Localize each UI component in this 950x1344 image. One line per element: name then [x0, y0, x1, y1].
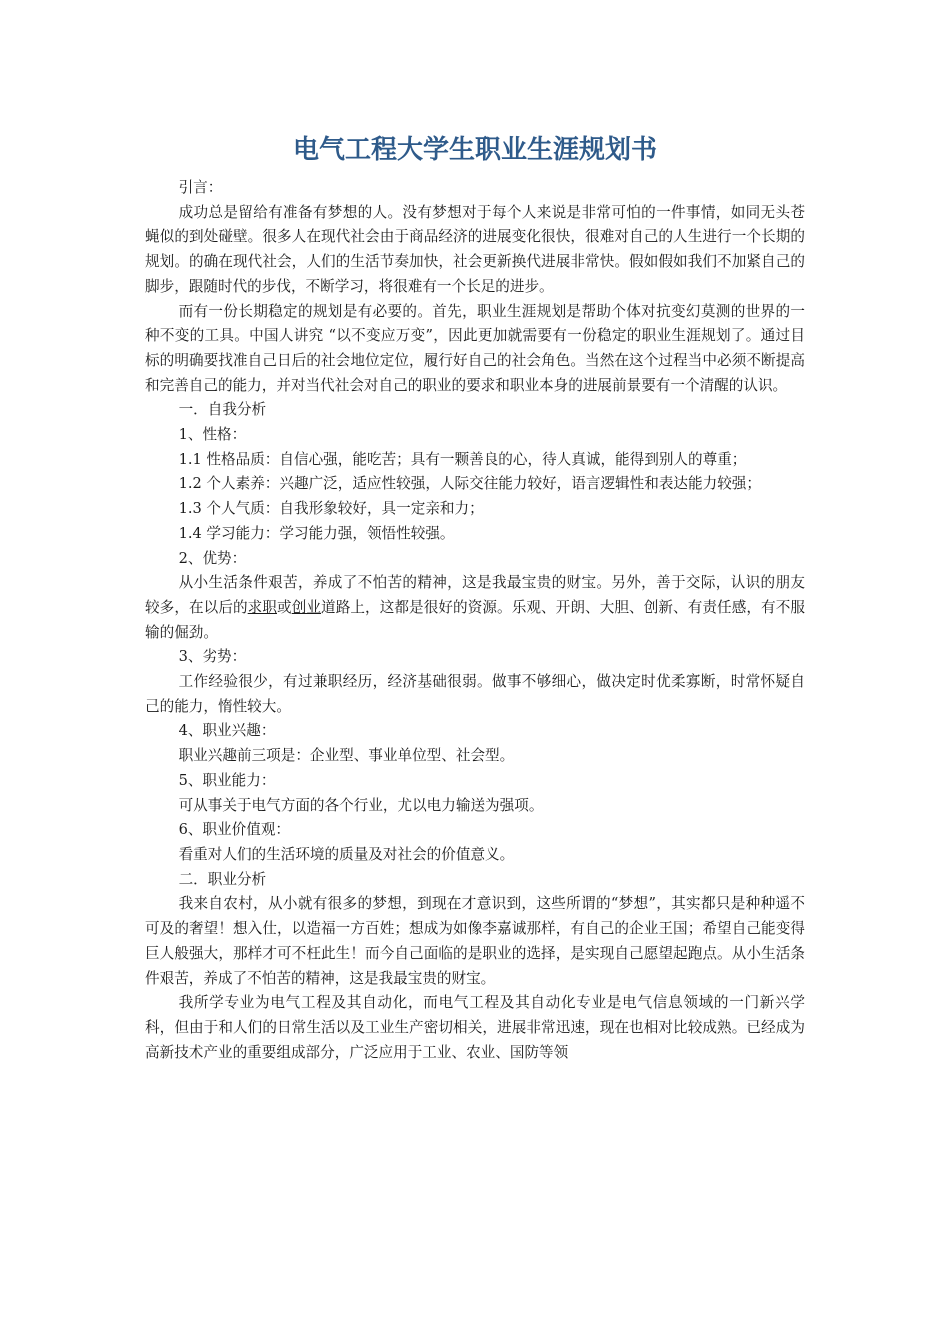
section-heading: 二．职业分析 — [178, 870, 267, 888]
paragraph: 成功总是留给有准备有梦想的人。没有梦想对于每个人来说是非常可怕的一件事情，如同无头苍蝇似的到处碰壁。很多人在现代社会由于商品经济的进展变化很快，很难对自己的人生进行一个长期的规划。的确在现代社会，人们的生活节奏加快，社会更新换代进展非常快。假如假如我们不加紧自己的脚步，跟随时代的步伐，不断学习，将很难有一个长足的进步。 — [145, 203, 805, 295]
link-entrepreneurship[interactable]: 创业 — [291, 598, 322, 616]
link-job-search[interactable]: 求职 — [247, 598, 278, 616]
subsection-heading: 6、职业价值观： — [178, 821, 291, 839]
document-title: 电气工程大学生职业生涯规划书 — [292, 135, 657, 165]
text-run: 道路上，这都是很好的资源。乐观、开朗、大胆、创新、有责任感，有不服输的倔劲。 — [145, 598, 805, 641]
paragraph: 职业兴趣前三项是：企业型、事业单位型、社会型。 — [178, 747, 515, 765]
subsection-heading: 3、劣势： — [178, 648, 247, 666]
paragraph: 1.4 学习能力：学习能力强，领悟性较强。 — [178, 524, 455, 542]
subsection-heading: 5、职业能力： — [178, 771, 276, 789]
paragraph: 工作经验很少，有过兼职经历，经济基础很弱。做事不够细心，做决定时优柔寡断，时常怀疑自己的能力，惰性较大。 — [145, 673, 805, 715]
paragraph: 看重对人们的生活环境的质量及对社会的价值意义。 — [178, 845, 515, 863]
paragraph: 1.2 个人素养：兴趣广泛，适应性较强，人际交往能力较好，语言逻辑性和表达能力较强； — [178, 475, 761, 493]
paragraph: 1.1 性格品质：自信心强，能吃苦；具有一颗善良的心，待人真诚，能得到别人的尊重； — [178, 450, 747, 468]
paragraph — [145, 571, 805, 645]
document-body — [145, 176, 805, 1065]
paragraph: 1.3 个人气质：自我形象较好，具一定亲和力； — [178, 500, 484, 518]
subsection-heading: 1、性格： — [178, 426, 247, 444]
paragraph: 我来自农村，从小就有很多的梦想，到现在才意识到，这些所谓的“梦想”，其实都只是种种遥不可及的奢望！想入仕，以造福一方百姓；想成为如像李嘉诚那样，有自己的企业王国；希望自己能变得巨人般强大，那样才可不枉此生！而今自己面临的是职业的选择，是实现自己愿望起跑点。从小生活条件艰苦，养成了不怕苦的精神，这是我最宝贵的财宝。 — [145, 895, 805, 987]
section-heading: 一．自我分析 — [178, 401, 267, 419]
text-run: 从小生活条件艰苦，养成了不怕苦的精神，这是我最宝贵的财宝。另外，善于交际，认识的朋友较多，在以后的 — [145, 574, 805, 616]
paragraph: 而有一份长期稳定的规划是有必要的。首先，职业生涯规划是帮助个体对抗变幻莫测的世界的一种不变的工具。中国人讲究 “以不变应万变”，因此更加就需要有一份稳定的职业生涯规划了。通过目标的明确要找准自己日后的社会地位定位，履行好自己的社会角色。当然在这个过程当中必须不断提高和完善自己的能力，并对当代社会对自己的职业的要求和职业本身的进展前景要有一个清醒的认识。 — [145, 302, 805, 394]
paragraph: 可从事关于电气方面的各个行业，尤以电力输送为强项。 — [178, 796, 544, 814]
subsection-heading: 2、优势： — [178, 549, 247, 567]
intro-label: 引言： — [178, 179, 223, 196]
subsection-heading: 4、职业兴趣： — [178, 722, 276, 740]
paragraph: 我所学专业为电气工程及其自动化，而电气工程及其自动化专业是电气信息领域的一门新兴学科，但由于和人们的日常生活以及工业生产密切相关，进展非常迅速，现在也相对比较成熟。已经成为高新技术产业的重要组成部分，广泛应用于工业、农业、国防等领 — [145, 994, 805, 1061]
text-run: 或 — [277, 598, 292, 616]
